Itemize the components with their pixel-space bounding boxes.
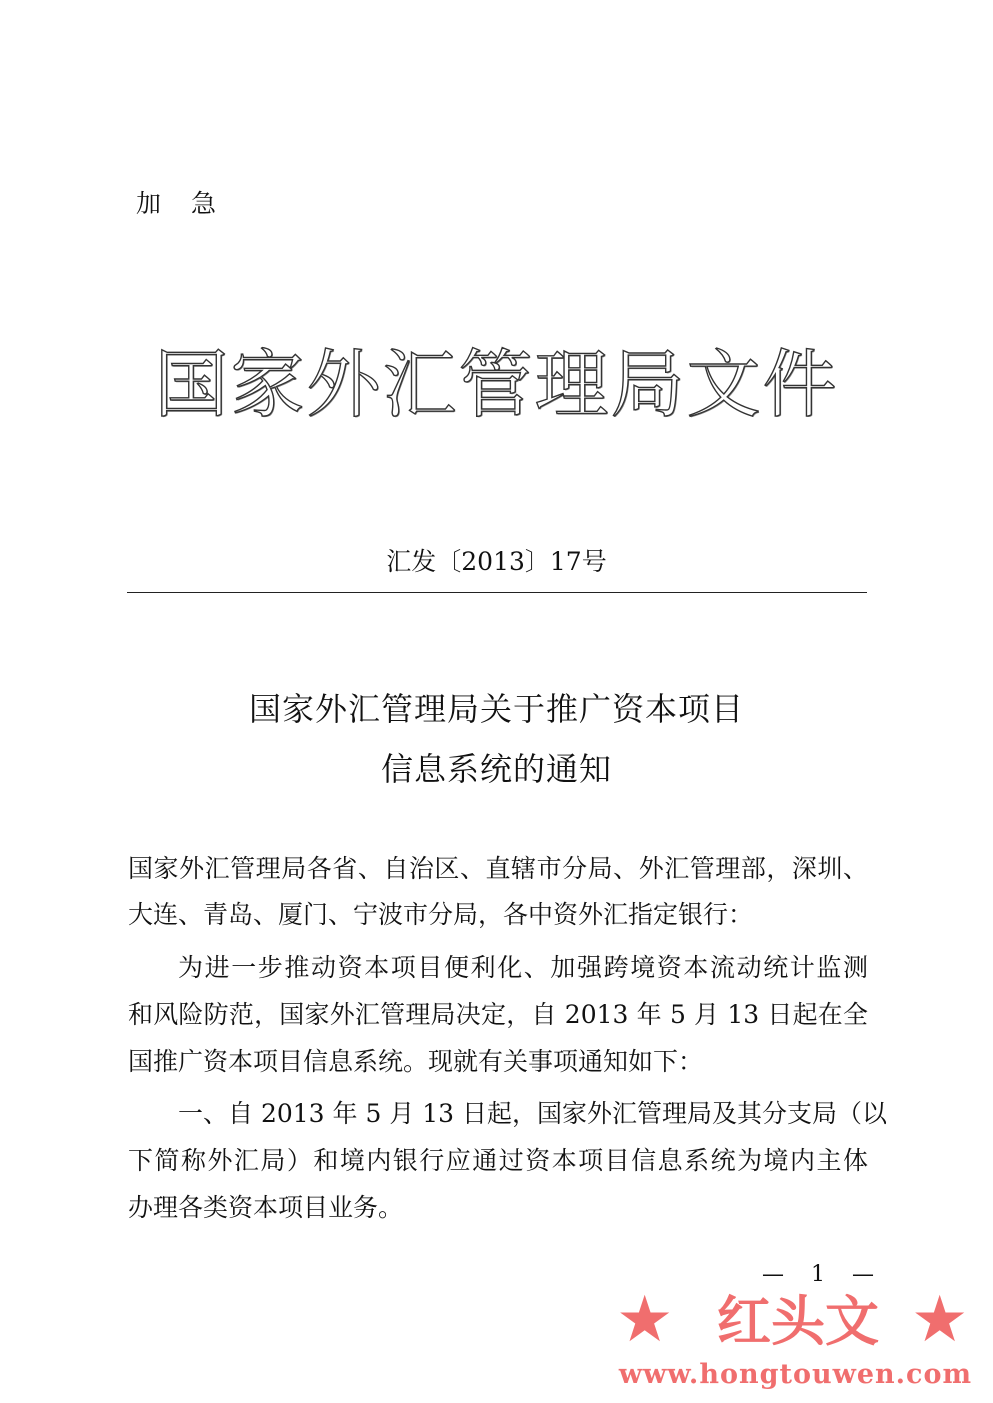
urgency-label: 加急 xyxy=(136,189,247,218)
site-watermark xyxy=(598,1283,993,1403)
document-title-line-1: 国家外汇管理局关于推广资本项目 xyxy=(248,690,744,728)
document-number: 汇发〔2013〕17号 xyxy=(386,547,607,576)
document-title-line-2: 信息系统的通知 xyxy=(380,750,612,788)
document-masthead: 国家外汇管理局文件 xyxy=(154,342,839,428)
paragraph-line: 为进一步推动资本项目便利化、加强跨境资本流动统计监测 xyxy=(178,953,868,982)
star-icon: ★ xyxy=(616,1283,674,1357)
watermark-url: www.hongtouwen.com xyxy=(618,1359,973,1390)
paragraph-line: 一、自 2013 年 5 月 13 日起，国家外汇管理局及其分支局（以 xyxy=(178,1099,888,1128)
star-icon: ★ xyxy=(911,1283,969,1357)
watermark-title: 红头文 xyxy=(717,1290,879,1353)
header-divider xyxy=(127,592,867,593)
paragraph-line: 和风险防范，国家外汇管理局决定，自 2013 年 5 月 13 日起在全 xyxy=(128,1000,868,1029)
paragraph-line: 国推广资本项目信息系统。现就有关事项通知如下： xyxy=(128,1047,704,1076)
paragraph-line: 办理各类资本项目业务。 xyxy=(128,1193,404,1222)
paragraph-line: 下简称外汇局）和境内银行应通过资本项目信息系统为境内主体 xyxy=(128,1146,868,1175)
addressee-line: 大连、青岛、厦门、宁波市分局，各中资外汇指定银行： xyxy=(128,900,754,929)
watermark-banner xyxy=(598,1283,993,1357)
addressee-line: 国家外汇管理局各省、自治区、直辖市分局、外汇管理部，深圳、 xyxy=(128,854,868,883)
page-number: — 1 — xyxy=(762,1262,884,1287)
